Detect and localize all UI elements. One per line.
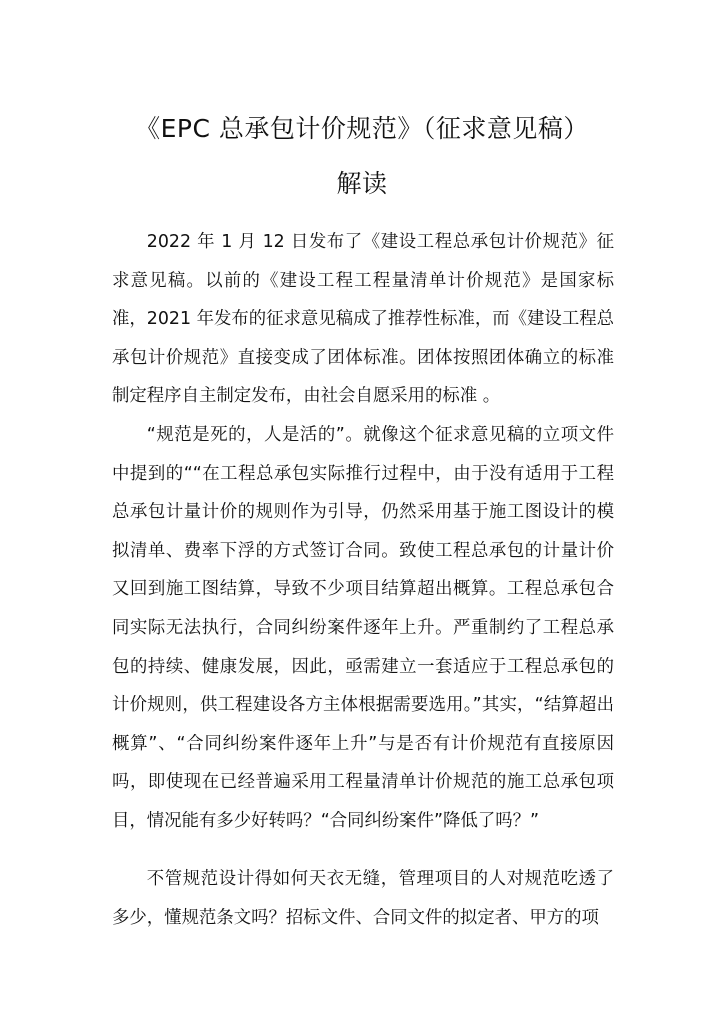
document-title: 《EPC 总承包计价规范》（征求意见稿） bbox=[135, 114, 589, 143]
paragraph-2: “规范是死的，人是活的”。就像这个征求意见稿的立项文件中提到的““在工程总承包实际推行过程中，由于没有适用于工程总承包计量计价的规则作为引导，仍然采用基于施工图设计的模拟清单、费率下浮的方式签订合同。致使工程总承包的计量计价又回到施工图结算，导致不少项目结算超出概算。工程总承包合同实际无法执行，合同纠纷案件逐年上升。严重制约了工程总承包的持续、健康发展，因此，亟需建立一套适应于工程总承包的计价规则，供工程建设各方主体根据需要选用。”其实，“结算超出概算”、“合同纠纷案件逐年上升”与是否有计价规范有直接原因吗，即使现在已经普遍采用工程量清单计价规范的施工总承包项目，情况能有多少好转吗？“合同纠纷案件”降低了吗？” bbox=[112, 425, 614, 831]
document-subtitle: 解读 bbox=[336, 169, 388, 198]
paragraph-1: 2022 年 1 月 12 日发布了《建设工程总承包计价规范》征求意见稿。以前的《建设工程工程量清单计价规范》是国家标准，2021 年发布的征求意见稿成了推荐性标准，而《建设工程总承包计价规范》直接变成了团体标准。团体按照团体确立的标准制定程序自主制定发布，由社会自愿采用的标准 。 bbox=[112, 232, 614, 407]
paragraph-3: 不管规范设计得如何天衣无缝，管理项目的人对规范吃透了多少，懂规范条文吗？招标文件、合同文件的拟定者、甲方的项 bbox=[112, 869, 614, 928]
